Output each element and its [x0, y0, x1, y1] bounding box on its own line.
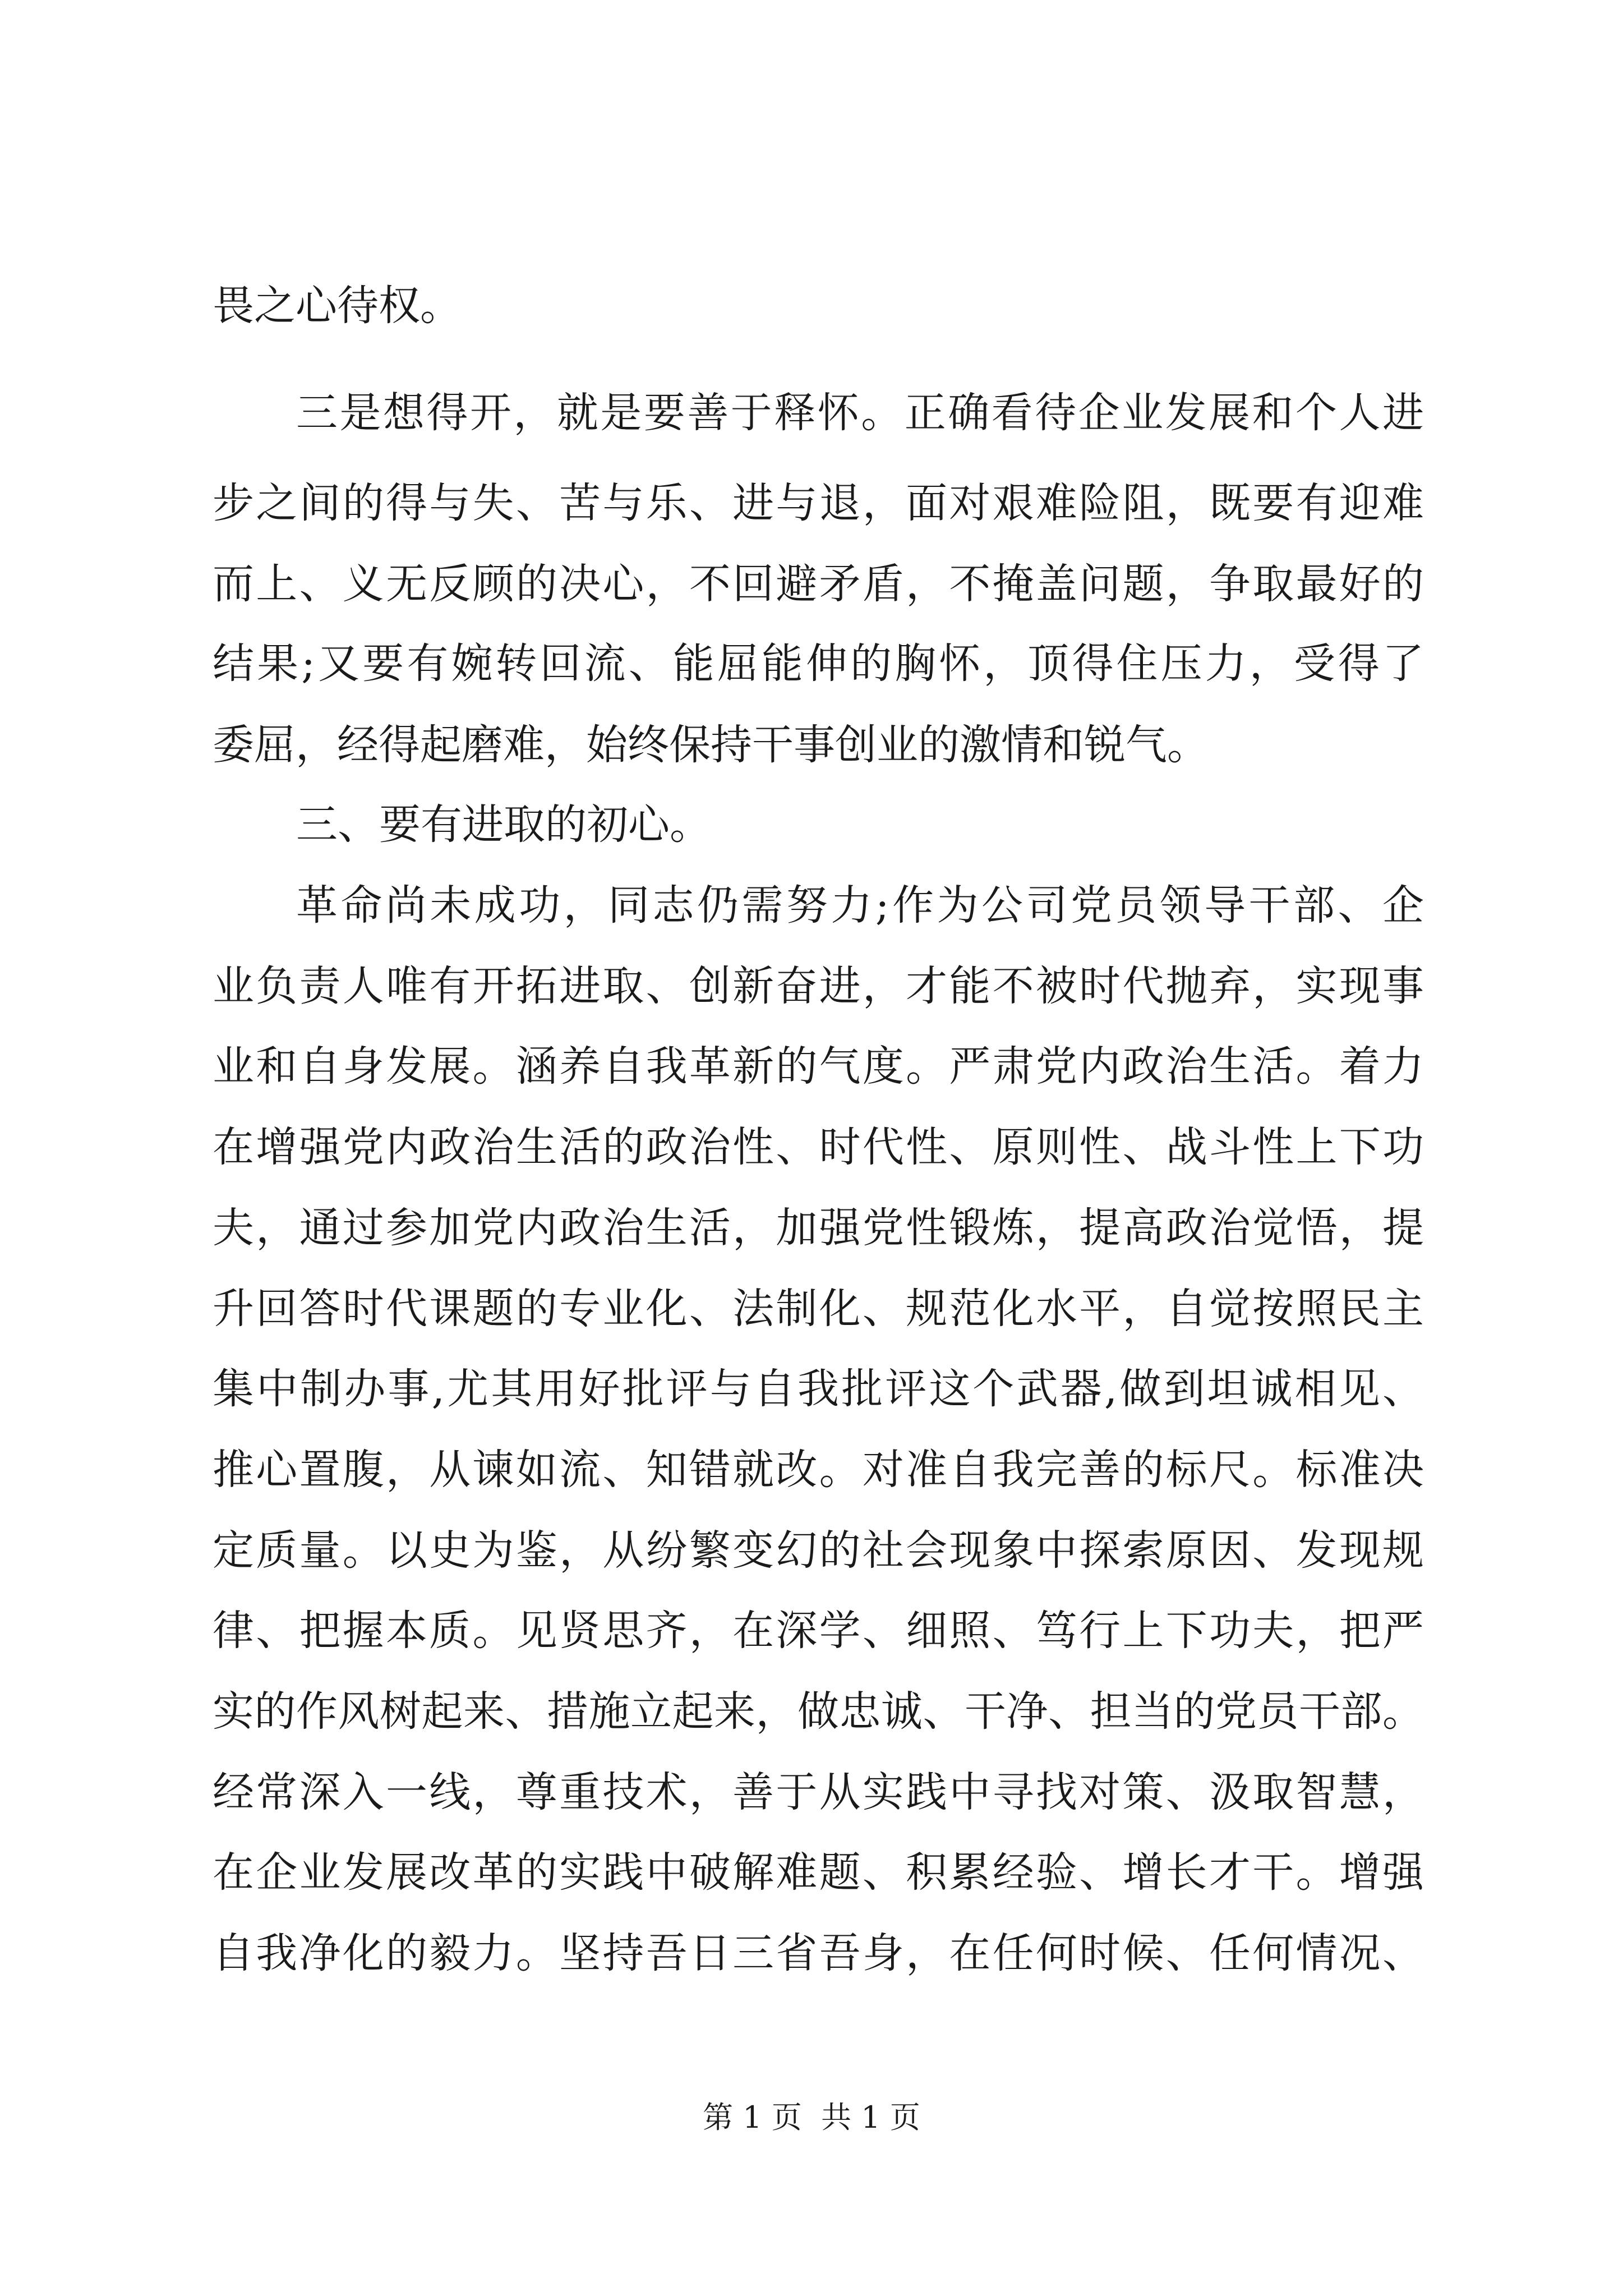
- text-line-9: 业负责人唯有开拓进取、创新奋进，才能不被时代抛弃，实现事: [213, 962, 1424, 1010]
- text-line-18: 实的作风树起来、措施立起来，做忠诚、干净、担当的党员干部。: [213, 1687, 1424, 1736]
- text-line-1: 畏之心待权。: [213, 282, 462, 330]
- text-line-12: 夫，通过参加党内政治生活，加强党性锻炼，提高政治觉悟，提: [213, 1204, 1424, 1252]
- text-line-8: 革命尚未成功，同志仍需努力;作为公司党员领导干部、企: [296, 881, 1424, 930]
- text-line-20: 在企业发展改革的实践中破解难题、积累经验、增长才干。增强: [213, 1848, 1424, 1897]
- text-line-21: 自我净化的毅力。坚持吾日三省吾身，在任何时候、任何情况、: [213, 1929, 1424, 1977]
- text-line-4: 而上、义无反顾的决心，不回避矛盾，不掩盖问题，争取最好的: [213, 560, 1424, 608]
- text-line-13: 升回答时代课题的专业化、法制化、规范化水平，自觉按照民主: [213, 1285, 1424, 1333]
- text-line-17: 律、把握本质。见贤思齐，在深学、细照、笃行上下功夫，把严: [213, 1607, 1424, 1655]
- text-line-3: 步之间的得与失、苦与乐、进与退，面对艰难险阻，既要有迎难: [213, 479, 1424, 527]
- page-footer: 第 1 页 共 1 页: [703, 2100, 920, 2135]
- text-line-11: 在增强党内政治生活的政治性、时代性、原则性、战斗性上下功: [213, 1123, 1424, 1171]
- text-line-2: 三是想得开，就是要善于释怀。正确看待企业发展和个人进: [296, 389, 1424, 437]
- text-line-5: 结果;又要有婉转回流、能屈能伸的胸怀，顶得住压力，受得了: [213, 639, 1424, 688]
- text-line-10: 业和自身发展。涵养自我革新的气度。严肃党内政治生活。着力: [213, 1042, 1424, 1091]
- text-line-16: 定质量。以史为鉴，从纷繁变幻的社会现象中探索原因、发现规: [213, 1526, 1424, 1575]
- text-line-19: 经常深入一线，尊重技术，善于从实践中寻找对策、汲取智慧，: [213, 1768, 1424, 1816]
- text-line-6: 委屈，经得起磨难，始终保持干事创业的激情和锐气。: [213, 721, 1209, 769]
- section-heading: 三、要有进取的初心。: [296, 800, 711, 849]
- text-line-15: 推心置腹，从谏如流、知错就改。对准自我完善的标尺。标准决: [213, 1446, 1424, 1494]
- text-line-14: 集中制办事,尤其用好批评与自我批评这个武器,做到坦诚相见、: [213, 1365, 1424, 1413]
